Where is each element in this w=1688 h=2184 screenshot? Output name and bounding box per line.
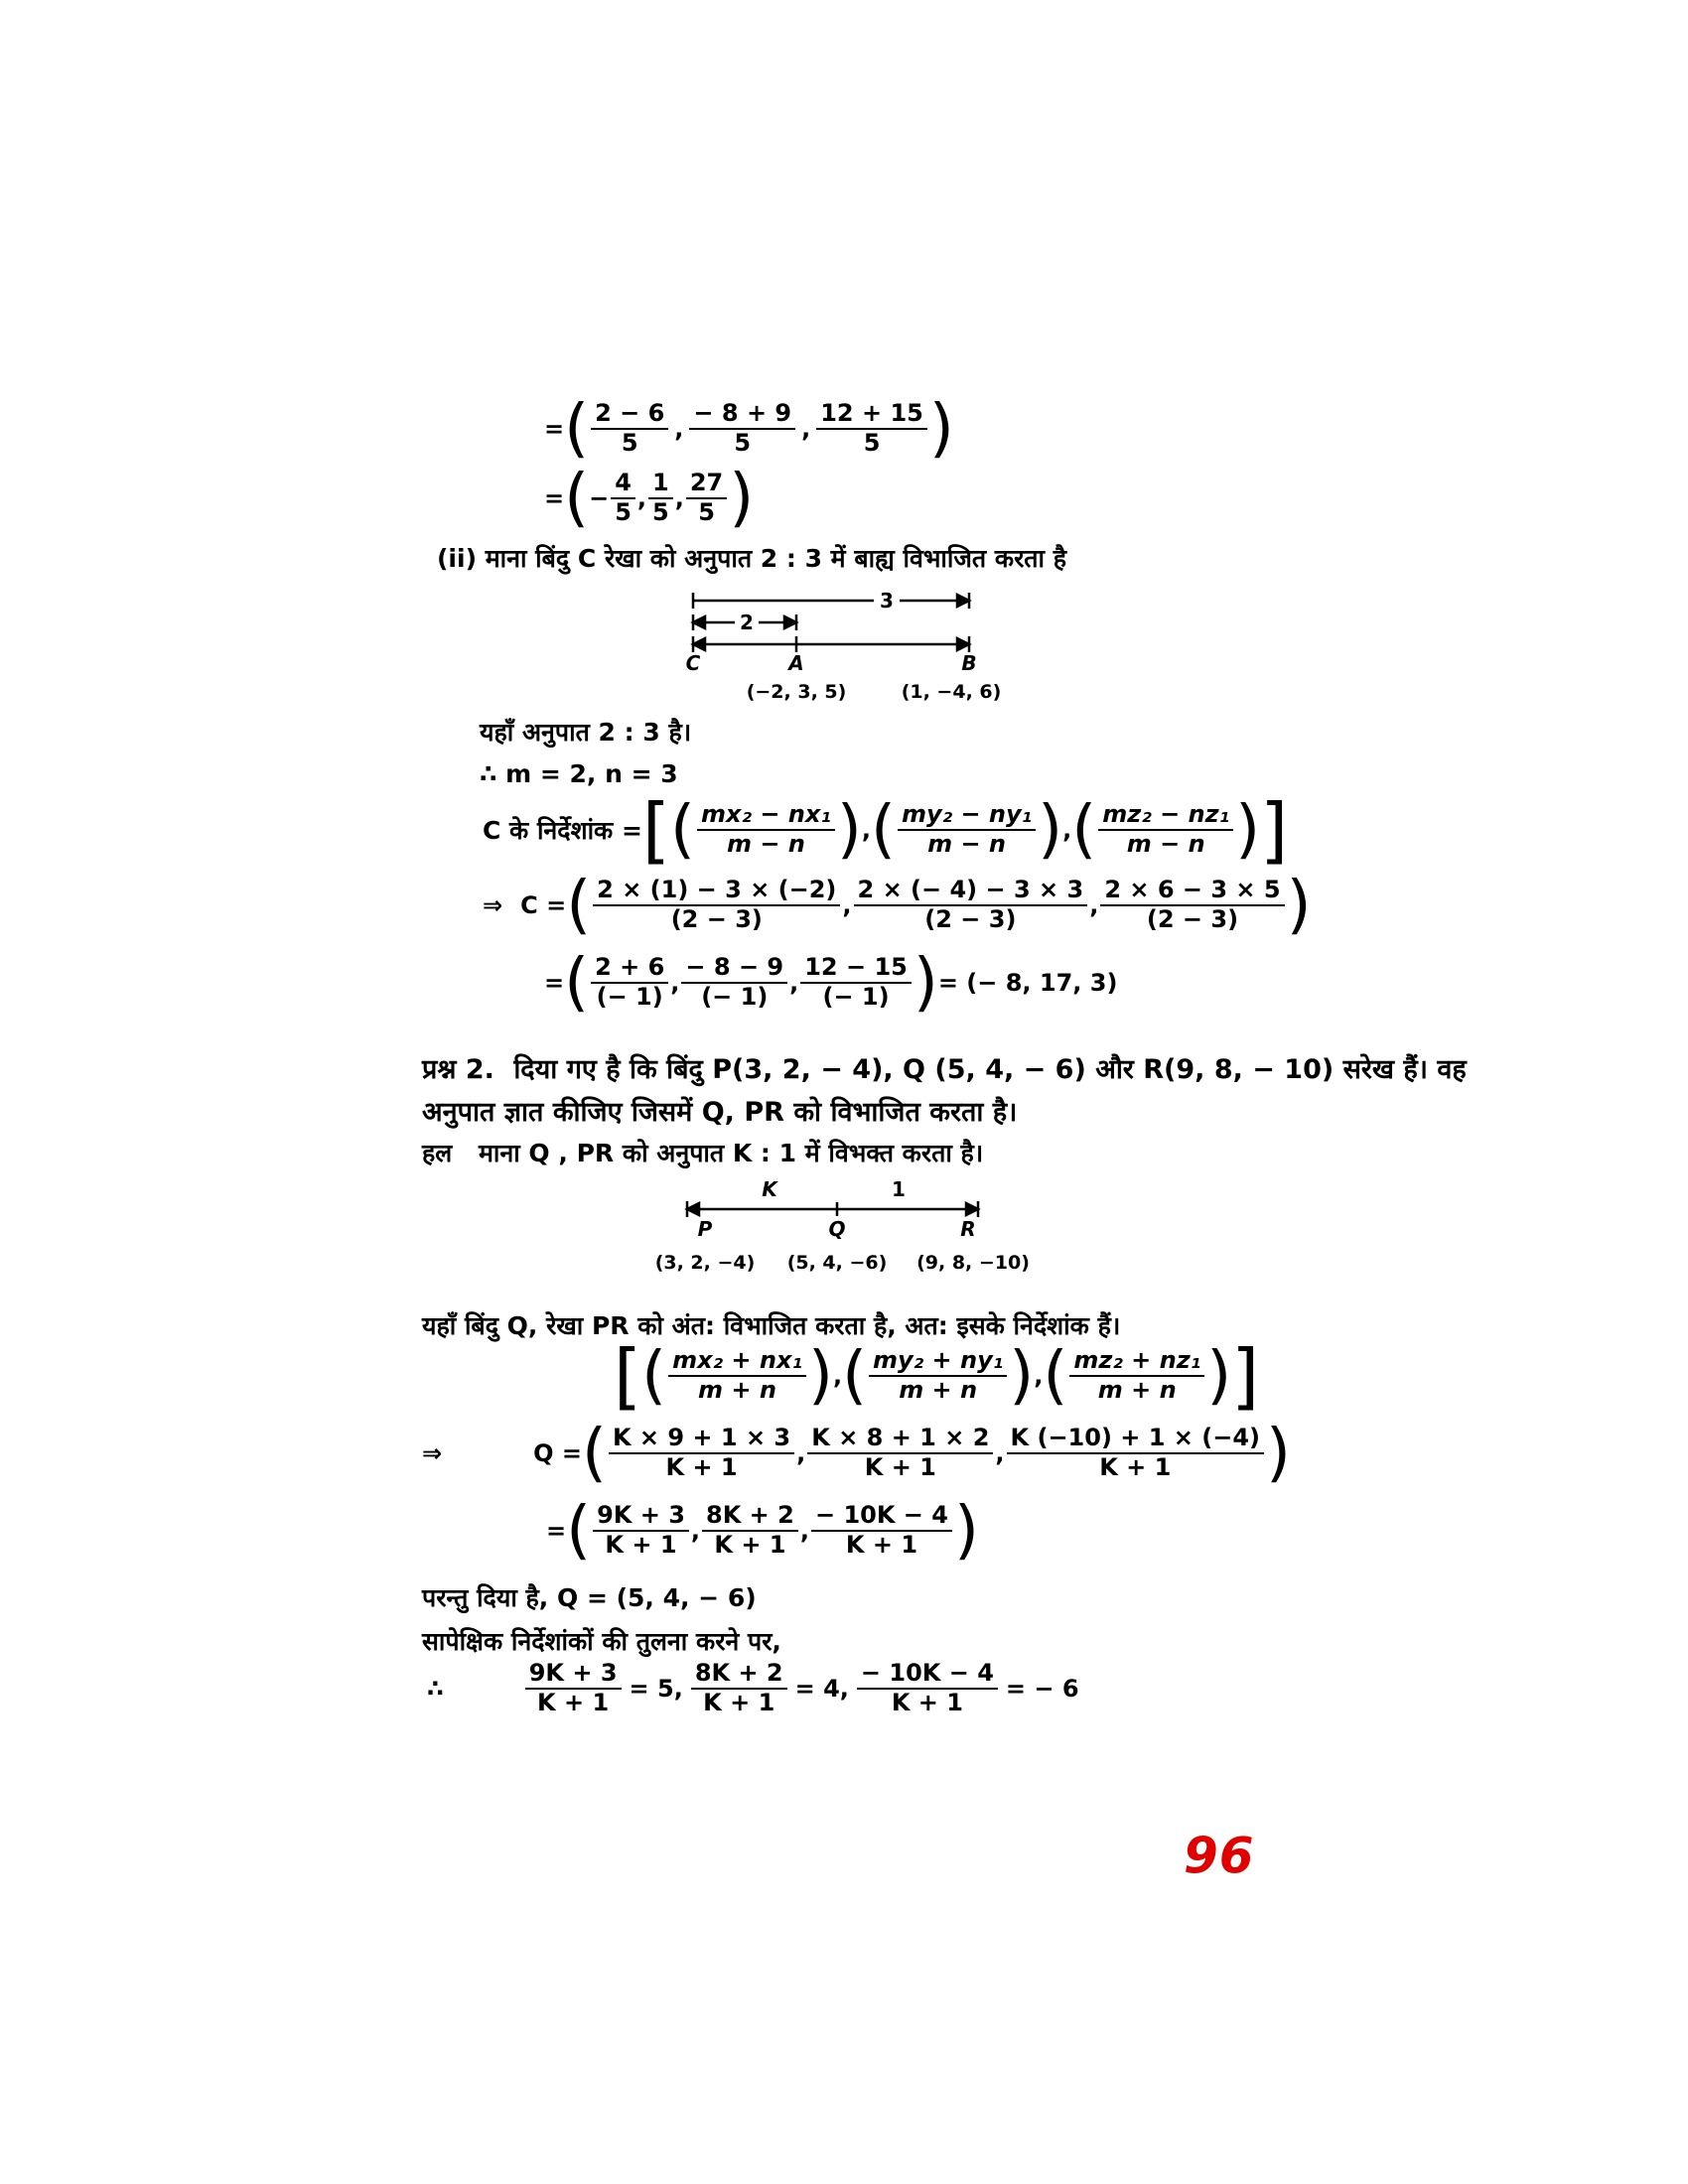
right-paren: ) bbox=[953, 1494, 979, 1568]
denominator: K + 1 bbox=[864, 1453, 936, 1481]
denominator: m − n bbox=[1126, 830, 1205, 858]
numerator: 2 − 6 bbox=[591, 400, 668, 430]
right-paren: ) bbox=[913, 946, 938, 1020]
right-paren: ) bbox=[836, 793, 862, 867]
comma: , bbox=[674, 484, 684, 512]
numerator: 12 − 15 bbox=[800, 954, 912, 984]
solution-text: माना Q , PR को अनुपात K : 1 में विभक्त करता है। bbox=[478, 1139, 984, 1167]
right-paren: ) bbox=[729, 462, 755, 535]
implies-symbol: ⇒ bbox=[422, 1439, 443, 1467]
fraction bbox=[593, 877, 840, 933]
fraction bbox=[1098, 801, 1233, 858]
rhs-value: = − 6 bbox=[1005, 1674, 1079, 1703]
q-simplified bbox=[546, 1494, 979, 1568]
comma: , bbox=[861, 816, 871, 844]
numerator: mz₂ + nz₁ bbox=[1069, 1347, 1204, 1377]
fraction bbox=[525, 1660, 622, 1716]
numerator: K (−10) + 1 × (−4) bbox=[1007, 1425, 1264, 1454]
numerator: 27 bbox=[686, 470, 727, 499]
fraction bbox=[668, 1347, 806, 1404]
left-paren: ( bbox=[566, 869, 592, 942]
coordinate-label-q: (5, 4, −6) bbox=[786, 1252, 888, 1274]
denominator: K + 1 bbox=[891, 1688, 963, 1716]
ratio-text: यहाँ अनुपात 2 : 3 है। bbox=[480, 718, 692, 747]
comma: , bbox=[789, 969, 799, 997]
solution-intro bbox=[422, 1136, 983, 1169]
numerator: my₂ + ny₁ bbox=[869, 1347, 1007, 1377]
q-substitution bbox=[422, 1417, 1291, 1490]
denominator: 5 bbox=[698, 498, 715, 526]
fraction bbox=[811, 1502, 952, 1559]
fraction bbox=[1069, 1347, 1204, 1404]
denominator: 5 bbox=[863, 429, 881, 457]
fraction bbox=[816, 400, 927, 457]
denominator: m + n bbox=[698, 1376, 776, 1404]
left-paren: ( bbox=[1071, 793, 1097, 867]
comma: , bbox=[1062, 816, 1072, 844]
minus-sign: − bbox=[589, 484, 610, 512]
fraction bbox=[609, 1425, 794, 1481]
numerator: 8K + 2 bbox=[702, 1502, 798, 1532]
equals-sign: = bbox=[544, 969, 565, 997]
fraction bbox=[697, 801, 835, 858]
segment-label: 2 bbox=[740, 611, 754, 634]
comma: , bbox=[832, 1362, 843, 1390]
left-paren: ( bbox=[581, 1417, 607, 1490]
right-paren: ) bbox=[1286, 869, 1312, 942]
numerator: 2 × 6 − 3 × 5 bbox=[1100, 877, 1284, 906]
denominator: K + 1 bbox=[714, 1531, 786, 1559]
numerator: mx₂ + nx₁ bbox=[668, 1347, 806, 1377]
point-label-r: R bbox=[960, 1217, 976, 1241]
left-bracket: [ bbox=[641, 788, 670, 872]
comma: , bbox=[674, 415, 684, 443]
numerator: mx₂ − nx₁ bbox=[697, 801, 835, 831]
arrow-head bbox=[687, 1203, 699, 1215]
denominator: m − n bbox=[927, 830, 1007, 858]
left-paren: ( bbox=[566, 1494, 592, 1568]
denominator: (2 − 3) bbox=[1146, 905, 1239, 933]
question-2 bbox=[422, 1049, 1467, 1086]
fraction bbox=[689, 400, 795, 457]
arrow-head bbox=[957, 595, 969, 607]
internal-division-text: यहाँ बिंदु Q, रेखा PR को अंत: विभाजित करता है, अत: इसके निर्देशांक हैं। bbox=[422, 1311, 1121, 1340]
denominator: K + 1 bbox=[665, 1453, 738, 1481]
c-coords-label: C के निर्देशांक = bbox=[483, 816, 642, 845]
denominator: (− 1) bbox=[701, 983, 769, 1011]
fraction bbox=[681, 954, 787, 1011]
fraction bbox=[611, 470, 635, 526]
numerator: − 8 + 9 bbox=[689, 400, 795, 430]
left-paren: ( bbox=[670, 793, 695, 867]
part-ii-intro: (ii) माना बिंदु C रेखा को अनुपात 2 : 3 में बाह्य विभाजित करता है bbox=[437, 544, 1067, 573]
denominator: K + 1 bbox=[605, 1531, 677, 1559]
right-paren: ) bbox=[1038, 793, 1063, 867]
fraction bbox=[591, 954, 668, 1011]
fraction bbox=[807, 1425, 993, 1481]
right-bracket: ] bbox=[1231, 1334, 1260, 1418]
comma: , bbox=[796, 1439, 806, 1467]
equals-sign: = bbox=[544, 415, 565, 443]
numerator: 9K + 3 bbox=[525, 1660, 622, 1690]
solution-label: हल bbox=[422, 1139, 453, 1167]
comma: , bbox=[1034, 1362, 1044, 1390]
denominator: (− 1) bbox=[822, 983, 890, 1011]
denominator: 5 bbox=[615, 498, 632, 526]
c-lhs: C = bbox=[520, 891, 567, 919]
fraction bbox=[593, 1502, 689, 1559]
comma: , bbox=[799, 1517, 809, 1545]
denominator: K + 1 bbox=[1099, 1453, 1172, 1481]
coordinate-label-p: (3, 2, −4) bbox=[655, 1252, 756, 1274]
denominator: (2 − 3) bbox=[670, 905, 763, 933]
denominator: 5 bbox=[652, 498, 669, 526]
numerator: − 10K − 4 bbox=[857, 1660, 998, 1690]
segment-label: 3 bbox=[880, 589, 894, 613]
arrow-head bbox=[966, 1203, 978, 1215]
denominator: m − n bbox=[726, 830, 805, 858]
arrow-head bbox=[784, 616, 796, 628]
numerator: − 10K − 4 bbox=[811, 1502, 952, 1532]
point-label-b: B bbox=[961, 651, 977, 675]
eq-line-2 bbox=[544, 462, 755, 535]
question-text-line-1: दिया गए है कि बिंदु P(3, 2, − 4), Q (5, 4, − 6) और R(9, 8, − 10) सरेख हैं। वह bbox=[513, 1054, 1467, 1085]
comma: , bbox=[636, 484, 647, 512]
c-simplified bbox=[544, 946, 1118, 1020]
comma: , bbox=[690, 1517, 701, 1545]
fraction bbox=[857, 1660, 998, 1716]
q-lhs: Q = bbox=[533, 1439, 582, 1467]
final-equations bbox=[427, 1660, 1085, 1716]
denominator: m + n bbox=[899, 1376, 978, 1404]
left-paren: ( bbox=[870, 793, 896, 867]
comma: , bbox=[801, 415, 811, 443]
eq-line-1 bbox=[544, 392, 954, 466]
fraction bbox=[869, 1347, 1007, 1404]
coordinate-label-a: (−2, 3, 5) bbox=[746, 681, 847, 703]
given-q-text: परन्तु दिया है, Q = (5, 4, − 6) bbox=[422, 1583, 757, 1612]
fraction bbox=[686, 470, 727, 526]
denominator: (− 1) bbox=[596, 983, 663, 1011]
right-bracket: ] bbox=[1260, 788, 1289, 872]
comma: , bbox=[1089, 891, 1099, 919]
diagram-external-division bbox=[675, 581, 1013, 715]
left-paren: ( bbox=[1043, 1339, 1068, 1413]
arrow-head bbox=[957, 638, 969, 650]
rhs-value: = 5, bbox=[629, 1674, 683, 1703]
numerator: 8K + 2 bbox=[691, 1660, 787, 1690]
left-paren: ( bbox=[564, 392, 590, 466]
right-paren: ) bbox=[807, 1339, 833, 1413]
numerator: K × 8 + 1 × 2 bbox=[807, 1425, 993, 1454]
denominator: K + 1 bbox=[845, 1531, 918, 1559]
coordinate-label-r: (9, 8, −10) bbox=[916, 1252, 1030, 1274]
numerator: 1 bbox=[648, 470, 673, 499]
denominator: K + 1 bbox=[703, 1688, 775, 1716]
denominator: 5 bbox=[621, 429, 638, 457]
right-paren: ) bbox=[1266, 1417, 1291, 1490]
numerator: 2 × (1) − 3 × (−2) bbox=[593, 877, 840, 906]
arrow-head bbox=[693, 638, 705, 650]
left-paren: ( bbox=[641, 1339, 667, 1413]
fraction bbox=[591, 400, 668, 457]
left-paren: ( bbox=[842, 1339, 868, 1413]
ratio-label-1: 1 bbox=[892, 1177, 906, 1201]
left-paren: ( bbox=[564, 462, 590, 535]
comma: , bbox=[842, 891, 852, 919]
right-paren: ) bbox=[928, 392, 954, 466]
fraction bbox=[648, 470, 673, 526]
equals-sign: = bbox=[544, 484, 565, 512]
fraction bbox=[702, 1502, 798, 1559]
numerator: 2 + 6 bbox=[591, 954, 668, 984]
rhs-value: = 4, bbox=[794, 1674, 849, 1703]
right-paren: ) bbox=[1206, 1339, 1232, 1413]
question-text-line-2: अनुपात ज्ञात कीजिए जिसमें Q, PR को विभाजित करता है। bbox=[422, 1097, 1018, 1128]
numerator: my₂ − ny₁ bbox=[898, 801, 1036, 831]
fraction bbox=[691, 1660, 787, 1716]
numerator: 2 × (− 4) − 3 × 3 bbox=[854, 877, 1088, 906]
fraction bbox=[1007, 1425, 1264, 1481]
result-value: = (− 8, 17, 3) bbox=[937, 969, 1118, 997]
denominator: 5 bbox=[734, 429, 752, 457]
numerator: − 8 − 9 bbox=[681, 954, 787, 984]
numerator: mz₂ − nz₁ bbox=[1098, 801, 1233, 831]
numerator: 9K + 3 bbox=[593, 1502, 689, 1532]
numerator: K × 9 + 1 × 3 bbox=[609, 1425, 794, 1454]
numerator: 12 + 15 bbox=[816, 400, 927, 430]
compare-text: सापेक्षिक निर्देशांकों की तुलना करने पर, bbox=[422, 1627, 781, 1656]
right-paren: ) bbox=[1009, 1339, 1035, 1413]
numerator: 4 bbox=[611, 470, 635, 499]
left-paren: ( bbox=[564, 946, 590, 1020]
page-number: 96 bbox=[1184, 1827, 1255, 1884]
ratio-label-k: K bbox=[762, 1177, 777, 1201]
arrow-head bbox=[693, 616, 705, 628]
section-formula-internal bbox=[614, 1334, 1260, 1418]
fraction bbox=[1100, 877, 1284, 933]
therefore-symbol: ∴ bbox=[427, 1674, 444, 1703]
section-formula-external bbox=[483, 788, 1289, 872]
mn-values: ∴ m = 2, n = 3 bbox=[480, 759, 678, 788]
point-label-q: Q bbox=[828, 1217, 846, 1241]
diagram-internal-division bbox=[655, 1176, 1053, 1291]
point-label-p: P bbox=[697, 1217, 713, 1241]
denominator: K + 1 bbox=[537, 1688, 610, 1716]
right-paren: ) bbox=[1235, 793, 1261, 867]
point-label-c: C bbox=[685, 651, 701, 675]
coordinate-label-b: (1, −4, 6) bbox=[901, 681, 1002, 703]
point-label-a: A bbox=[788, 651, 804, 675]
comma: , bbox=[670, 969, 680, 997]
fraction bbox=[898, 801, 1036, 858]
comma: , bbox=[995, 1439, 1005, 1467]
equals-sign: = bbox=[546, 1517, 567, 1545]
fraction bbox=[800, 954, 912, 1011]
denominator: (2 − 3) bbox=[924, 905, 1017, 933]
question-label: प्रश्न 2. bbox=[422, 1054, 494, 1085]
left-bracket: [ bbox=[614, 1334, 642, 1418]
denominator: m + n bbox=[1097, 1376, 1177, 1404]
implies-symbol: ⇒ bbox=[483, 891, 503, 919]
c-substitution bbox=[483, 869, 1312, 942]
fraction bbox=[854, 877, 1088, 933]
